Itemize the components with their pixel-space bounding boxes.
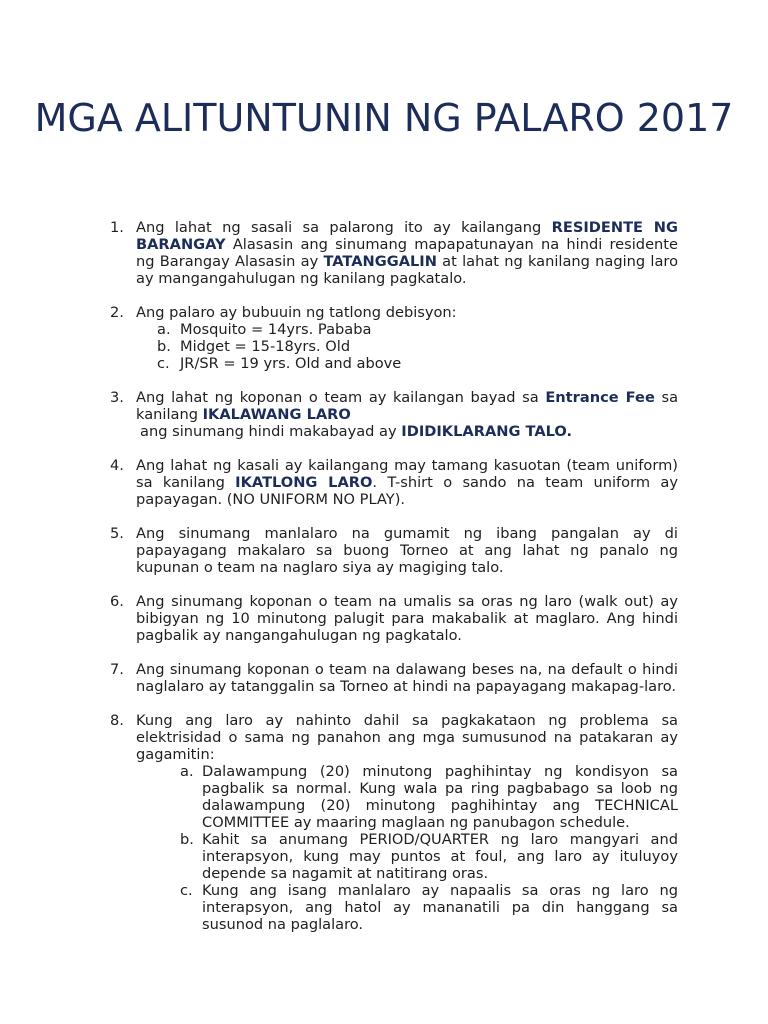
rule-text-part: at lahat ng kanilang naging laro ay mangangahulugan ng kanilang pagkatalo. [136, 253, 678, 287]
rule-7 [110, 661, 678, 695]
rule-8 [110, 712, 678, 933]
sub-text: Dalawampung (20) minutong paghihintay ng kondisyon sa pagbalik sa normal. Kung wala pa ring pagbabago sa loob ng dalawampung (20) minutong paghihintay ang TECHNICAL COMMITTEE ay maaring maglaan ng panubagon schedule. [202, 763, 678, 831]
rules-list [110, 219, 678, 950]
rule-text-part: Ang lahat ng koponan o team ay kailangan bayad sa [136, 389, 546, 406]
sub-letter: b. [180, 831, 194, 848]
rule-text-part: Alasasin ang sinumang mapapatunayan na hindi residente ng Barangay Alasasin ay [136, 236, 678, 270]
sub-letter: b. [157, 338, 171, 355]
rule-number: 4. [110, 457, 124, 474]
rule-6 [110, 593, 678, 644]
sub-letter: c. [157, 355, 170, 372]
page-title: MGA ALITUNTUNIN NG PALARO 2017 [34, 96, 734, 140]
rule-emphasis: IDIDIKLARANG TALO. [401, 423, 573, 440]
sub-text: JR/SR = 19 yrs. Old and above [180, 355, 402, 372]
rule-emphasis: IKALAWANG LARO [202, 406, 351, 423]
rule-text-part: Ang lahat ng sasali sa palarong ito ay kailangang [136, 219, 552, 236]
sub-item [136, 882, 678, 933]
sub-list [136, 763, 678, 933]
rule-number: 7. [110, 661, 124, 678]
rule-number: 1. [110, 219, 124, 236]
rule-text-part: ang sinumang hindi makabayad ay [140, 423, 402, 440]
sub-item [136, 763, 678, 831]
sub-text: Kung ang isang manlalaro ay napaalis sa oras ng laro ng interapsyon, ang hatol ay mananatili pa din hanggang sa susunod na paglalaro. [202, 882, 678, 933]
rule-text: Ang sinumang manlalaro na gumamit ng ibang pangalan ay di papayagang makalaro sa buong Torneo at ang lahat ng panalo ng kupunan o team na naglaro siya ay magiging talo. [136, 525, 678, 576]
sub-item [136, 831, 678, 882]
rule-text [136, 457, 678, 508]
rule-text: Ang sinumang koponan o team na umalis sa oras ng laro (walk out) ay bibigyan ng 10 minutong palugit para makabalik at maglaro. Ang hindi pagbalik ay nangangahulugan ng pagkatalo. [136, 593, 678, 644]
rule-1 [110, 219, 678, 287]
sub-item [136, 338, 678, 355]
rule-2 [110, 304, 678, 372]
sub-letter: a. [157, 321, 171, 338]
rule-text [136, 389, 678, 423]
rule-text-part: . T-shirt o sando na team uniform ay papayagan. (NO UNIFORM NO PLAY). [136, 474, 678, 508]
rule-emphasis: RESIDENTE NG BARANGAY [136, 219, 678, 253]
sub-text: Kahit sa anumang PERIOD/QUARTER ng laro mangyari and interapsyon, kung may puntos at foul, ang laro ay ituluyoy depende sa nagamit at natitirang oras. [202, 831, 678, 882]
rule-text-part: Ang lahat ng kasali ay kailangang may tamang kasuotan (team uniform) sa kanilang [136, 457, 678, 491]
rule-emphasis: Entrance Fee [545, 389, 655, 406]
sub-letter: a. [180, 763, 194, 780]
rule-3 [110, 389, 678, 440]
sub-list [136, 321, 678, 372]
rule-text-part: sa kanilang [136, 389, 679, 423]
rule-number: 3. [110, 389, 124, 406]
sub-text: Midget = 15-18yrs. Old [180, 338, 351, 355]
sub-item [136, 355, 678, 372]
rule-number: 8. [110, 712, 124, 729]
rule-text: Ang sinumang koponan o team na dalawang beses na, na default o hindi naglalaro ay tatanggalin sa Torneo at hindi na papayagang makapag-laro. [136, 661, 678, 695]
rule-text [136, 219, 678, 287]
rule-4 [110, 457, 678, 508]
sub-letter: c. [180, 882, 193, 899]
sub-text: Mosquito = 14yrs. Pababa [180, 321, 372, 338]
rule-text: Ang palaro ay bubuuin ng tatlong debisyon: [136, 304, 457, 321]
rule-text-line [136, 423, 678, 440]
rule-number: 5. [110, 525, 124, 542]
sub-item [136, 321, 678, 338]
rule-number: 2. [110, 304, 124, 321]
rule-number: 6. [110, 593, 124, 610]
rule-emphasis: IKATLONG LARO [235, 474, 373, 491]
rule-text: Kung ang laro ay nahinto dahil sa pagkakataon ng problema sa elektrisidad o sama ng panahon ang mga sumusunod na patakaran ay gagamitin: [136, 712, 678, 763]
rule-emphasis: TATANGGALIN [323, 253, 437, 270]
rule-5 [110, 525, 678, 576]
